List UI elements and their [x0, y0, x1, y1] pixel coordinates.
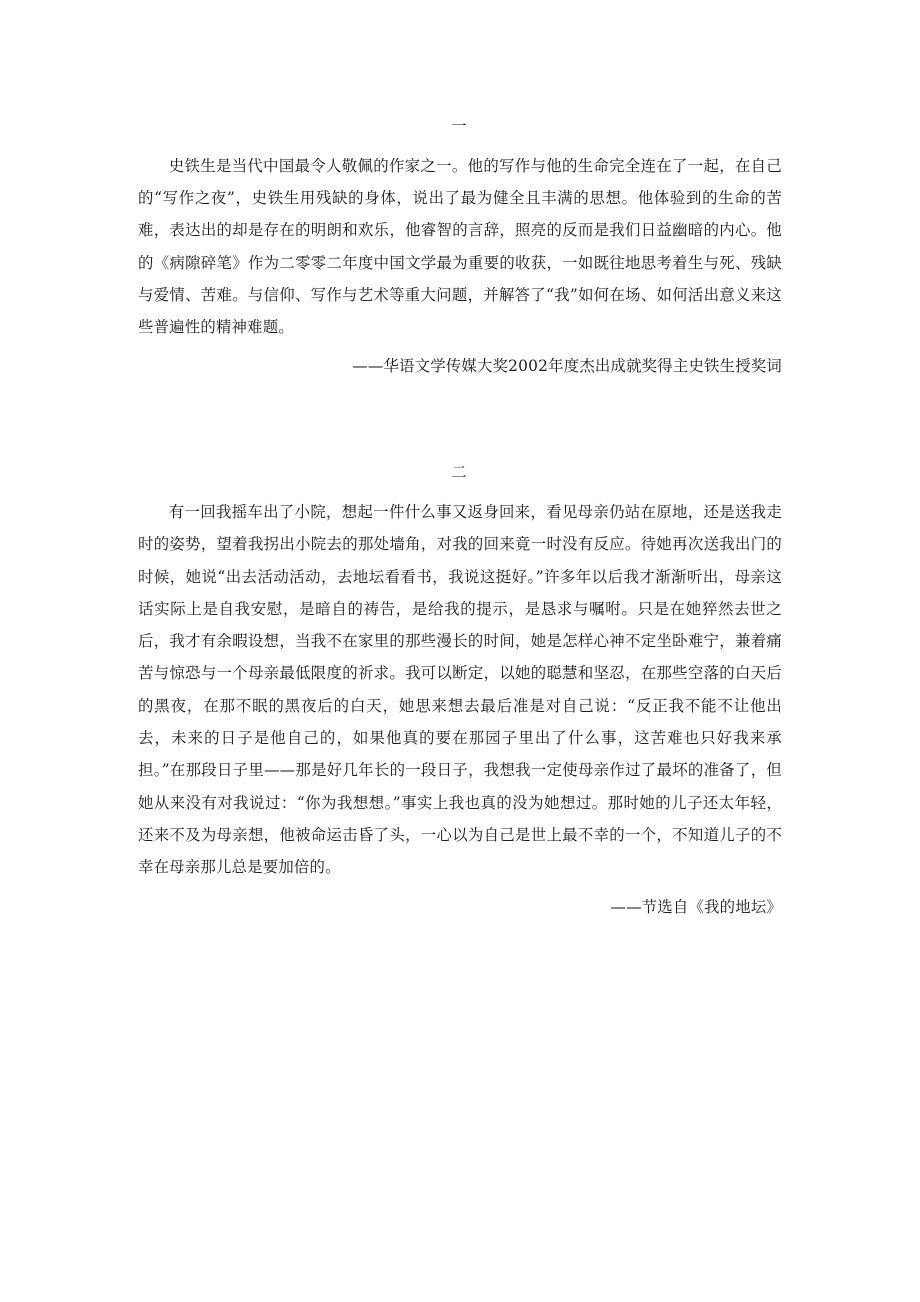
section-two [138, 462, 782, 922]
section-two-heading: 二 [451, 463, 469, 481]
section-two-attribution: ——节选自《我的地坛》 [610, 897, 782, 916]
section-one-paragraph: 史铁生是当代中国最令人敬佩的作家之一。他的写作与他的生命完全连在了一起，在自己的“写作之夜”，史铁生用残缺的身体，说出了最为健全且丰满的思想。他体验到的生命的苦难，表达出的却是存在的明朗和欢乐，他睿智的言辞，照亮的反而是我们日益幽暗的内心。他的《病隙碎笔》作为二零零二年度中国文学最为重要的收获，一如既往地思考着生与死、残缺与爱情、苦难。与信仰、写作与艺术等重大问题，并解答了“我”如何在场、如何活出意义来这些普遍性的精神难题。 [138, 157, 782, 337]
section-one-heading: 一 [451, 117, 469, 135]
section-one [138, 116, 782, 381]
section-two-paragraph: 有一回我摇车出了小院，想起一件什么事又返身回来，看见母亲仍站在原地，还是送我走时的姿势，望着我拐出小院去的那处墙角，对我的回来竟一时没有反应。待她再次送我出门的时候，她说“出去活动活动，去地坛看看书，我说这挺好。”许多年以后我才渐渐听出，母亲这话实际上是自我安慰，是暗自的祷告，是给我的提示，是恳求与嘱咐。只是在她猝然去世之后，我才有余暇设想，当我不在家里的那些漫长的时间，她是怎样心神不定坐卧难宁，兼着痛苦与惊恐与一个母亲最低限度的祈求。我可以断定，以她的聪慧和坚忍，在那些空落的白天后的黑夜，在那不眠的黑夜后的白天，她思来想去最后准是对自己说：“反正我不能不让他出去，未来的日子是他自己的，如果他真的要在那园子里出了什么事，这苦难也只好我来承担。”在那段日子里——那是好几年长的一段日子，我想我一定使母亲作过了最坏的准备了，但她从来没有对我说过：“你为我想想。”事实上我也真的没为她想过。那时她的儿子还太年轻，还来不及为母亲想，他被命运击昏了头，一心以为自己是世上最不幸的一个，不知道儿子的不幸在母亲那儿总是要加倍的。 [138, 503, 782, 877]
section-one-attribution: ——华语文学传媒大奖2002年度杰出成就奖得主史铁生授奖词 [352, 357, 782, 376]
